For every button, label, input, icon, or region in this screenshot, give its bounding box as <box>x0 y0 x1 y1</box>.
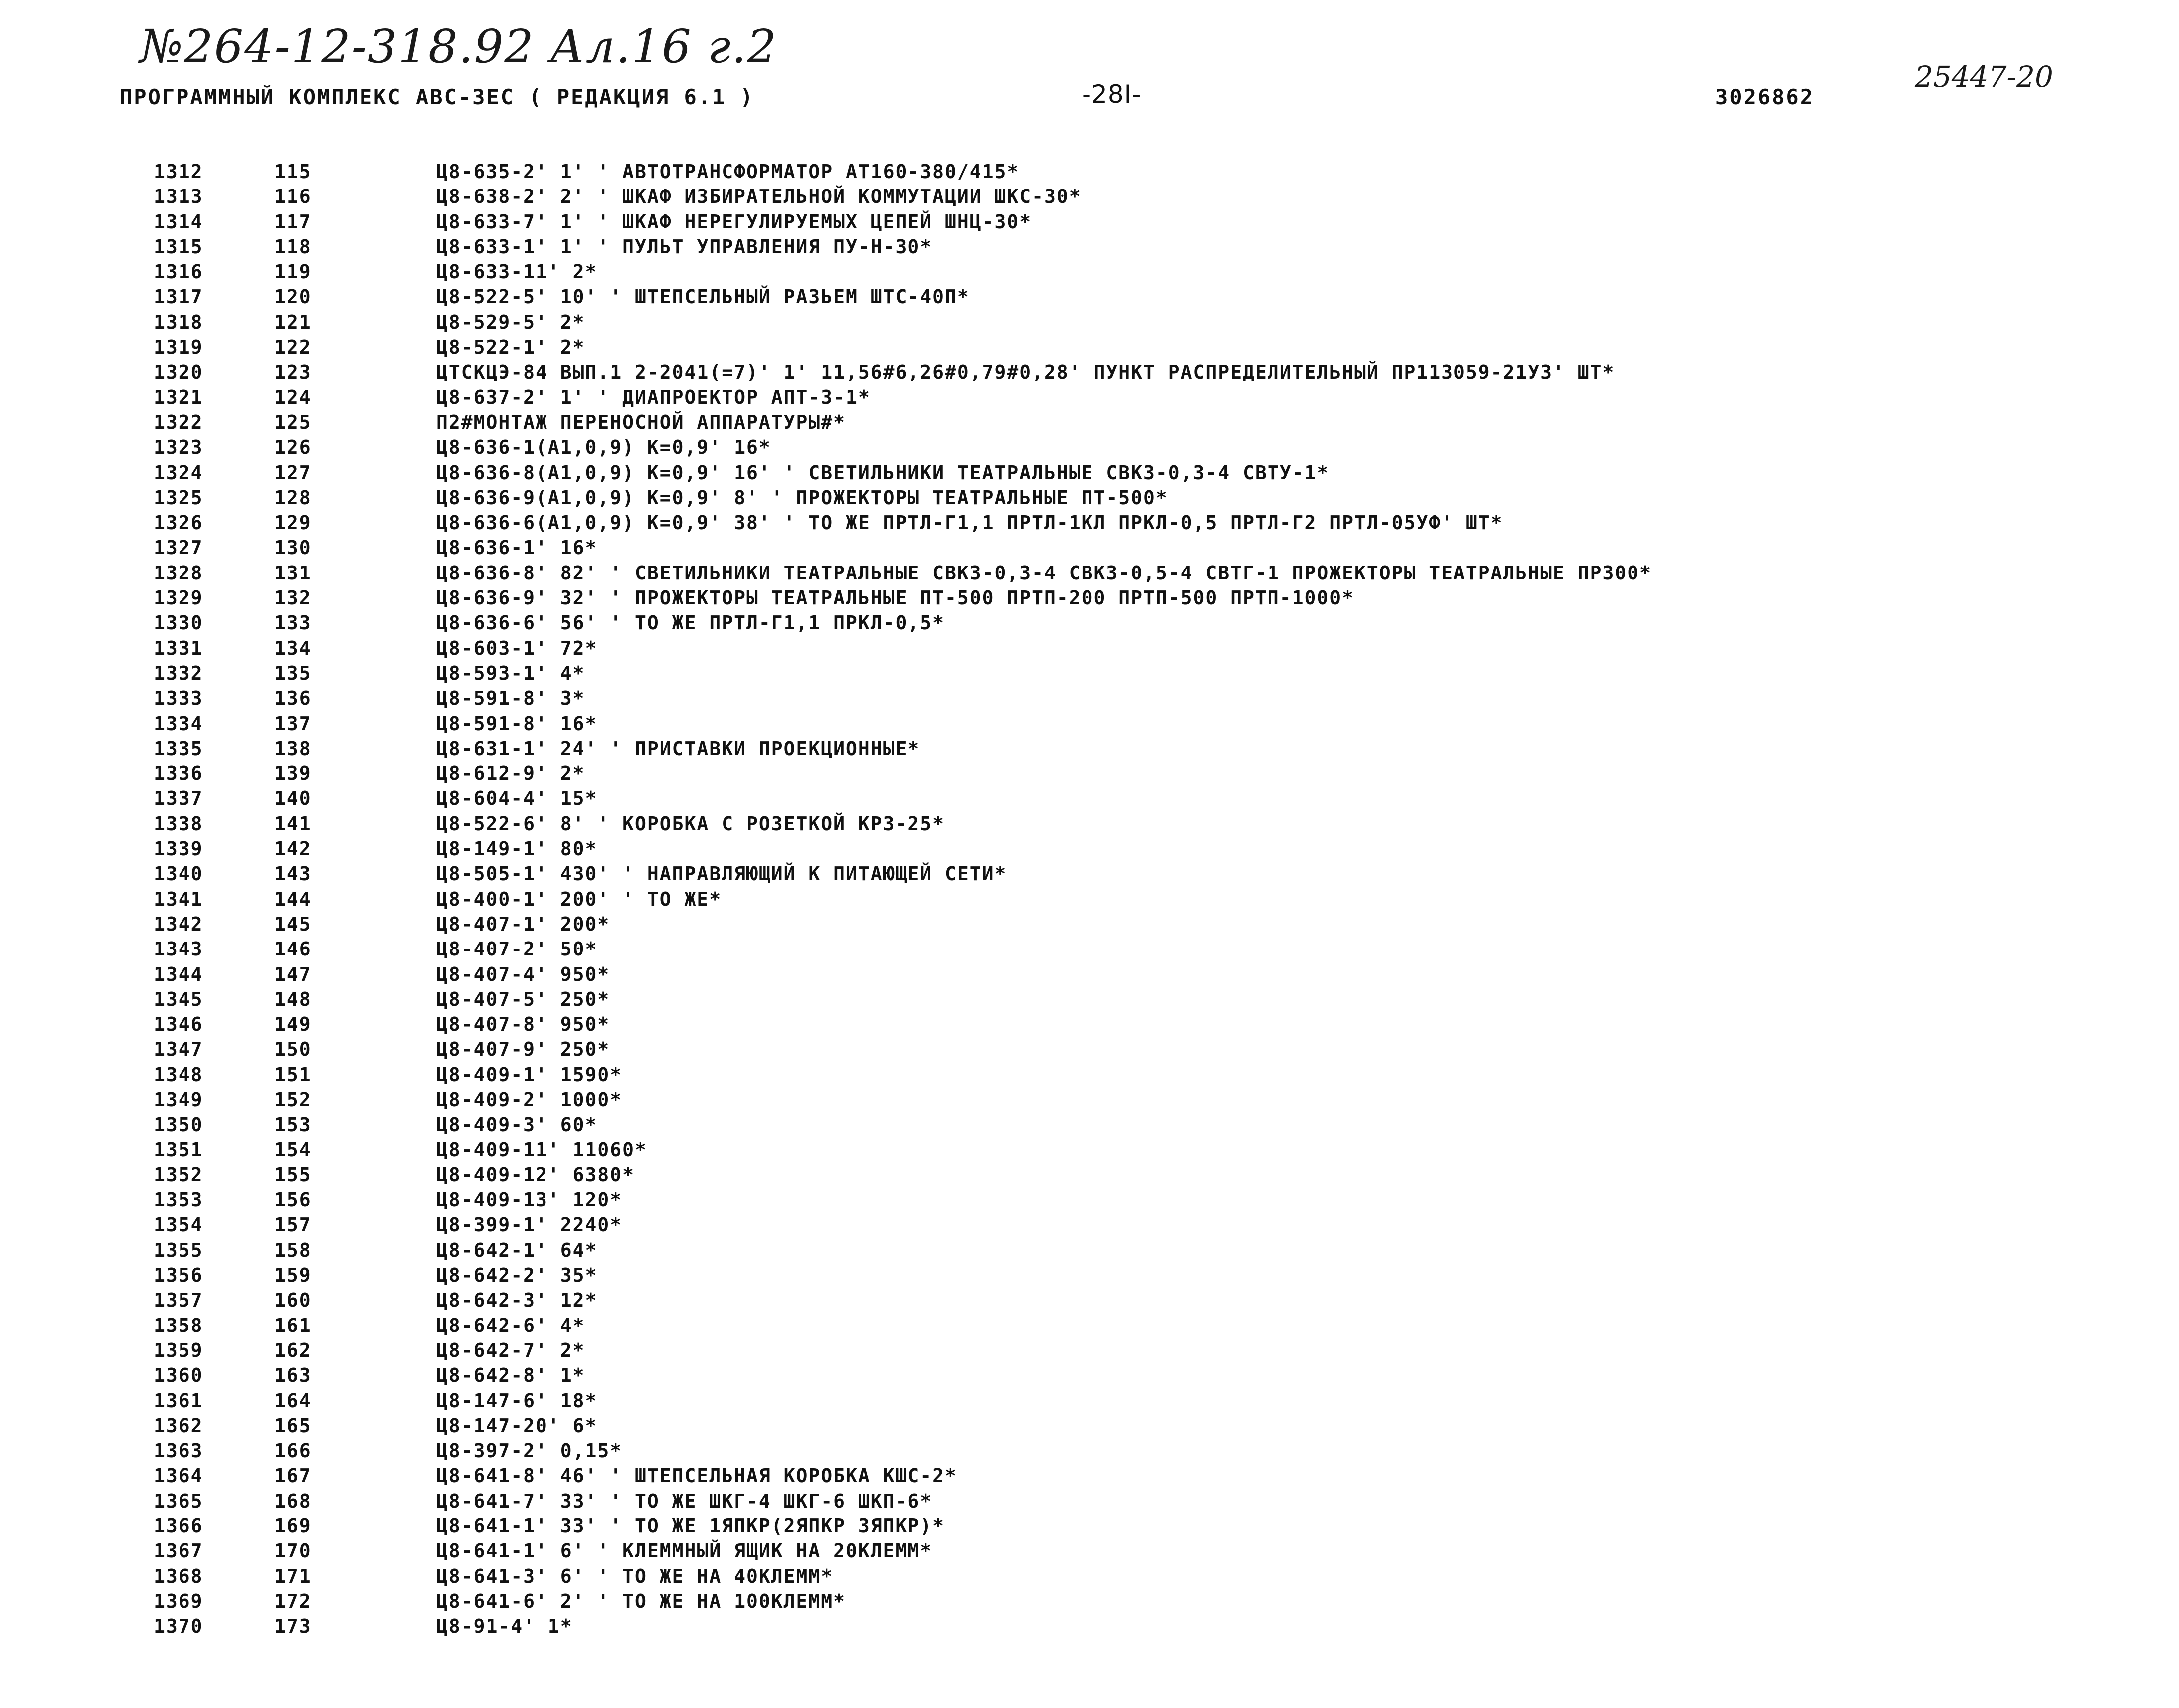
line-number: 1317 <box>154 286 203 308</box>
entry-text: Ц8-407-8' 950* <box>436 1013 610 1036</box>
entry-text: Ц8-147-6' 18* <box>436 1389 598 1412</box>
entry-text: Ц8-147-20' 6* <box>436 1414 598 1437</box>
table-row <box>0 587 2179 612</box>
position-number: 117 <box>274 210 312 233</box>
position-number: 129 <box>274 512 312 534</box>
entry-text: Ц8-399-1' 2240* <box>436 1214 623 1236</box>
position-number: 146 <box>274 938 312 960</box>
position-number: 171 <box>274 1565 312 1587</box>
position-number: 155 <box>274 1163 312 1186</box>
table-row <box>0 888 2179 913</box>
line-number: 1364 <box>154 1465 203 1487</box>
line-number: 1352 <box>154 1163 203 1186</box>
entry-text: Ц8-636-9(А1,0,9) К=0,9' 8' ' ПРОЖЕКТОРЫ ТЕАТРАЛЬНЫЕ ПТ-500* <box>436 486 1168 509</box>
page-number: -28I- <box>1082 80 1142 109</box>
table-row <box>0 1214 2179 1239</box>
table-row <box>0 1064 2179 1089</box>
entry-text: Ц8-642-1' 64* <box>436 1239 598 1261</box>
table-row <box>0 311 2179 336</box>
position-number: 143 <box>274 863 312 885</box>
table-row <box>0 1139 2179 1164</box>
line-number: 1321 <box>154 386 203 408</box>
table-row <box>0 687 2179 712</box>
entry-text: Ц8-91-4' 1* <box>436 1615 573 1638</box>
entry-text: Ц8-409-2' 1000* <box>436 1088 623 1111</box>
line-number: 1355 <box>154 1239 203 1261</box>
table-row <box>0 361 2179 386</box>
position-number: 170 <box>274 1540 312 1562</box>
entry-text: Ц8-633-1' 1' ' ПУЛЬТ УПРАВЛЕНИЯ ПУ-Н-30* <box>436 235 933 258</box>
position-number: 121 <box>274 311 312 333</box>
entry-text: Ц8-591-8' 3* <box>436 687 585 710</box>
line-number: 1353 <box>154 1189 203 1211</box>
position-number: 142 <box>274 838 312 860</box>
line-number: 1313 <box>154 186 203 208</box>
table-row <box>0 1565 2179 1590</box>
entry-text: Ц8-641-8' 46' ' ШТЕПСЕЛЬНАЯ КОРОБКА КШС-2* <box>436 1465 957 1487</box>
position-number: 116 <box>274 186 312 208</box>
position-number: 123 <box>274 361 312 383</box>
line-number: 1370 <box>154 1615 203 1638</box>
line-number: 1367 <box>154 1540 203 1562</box>
entry-text: Ц8-642-3' 12* <box>436 1289 598 1312</box>
line-number: 1316 <box>154 261 203 283</box>
entry-text: Ц8-522-5' 10' ' ШТЕПСЕЛЬНЫЙ РАЗЬЕМ ШТС-40П* <box>436 286 970 308</box>
position-number: 119 <box>274 261 312 283</box>
position-number: 151 <box>274 1063 312 1086</box>
entry-text: Ц8-612-9' 2* <box>436 762 585 785</box>
position-number: 164 <box>274 1389 312 1412</box>
position-number: 157 <box>274 1214 312 1236</box>
line-number: 1338 <box>154 812 203 835</box>
position-number: 173 <box>274 1615 312 1638</box>
entry-text: Ц8-642-8' 1* <box>436 1364 585 1387</box>
table-row <box>0 738 2179 762</box>
entry-text: Ц8-641-7' 33' ' ТО ЖЕ ШКГ-4 ШКГ-6 ШКП-6* <box>436 1490 933 1512</box>
entry-text: Ц8-636-1' 16* <box>436 537 598 559</box>
line-number: 1327 <box>154 537 203 559</box>
position-number: 126 <box>274 436 312 459</box>
table-row <box>0 838 2179 863</box>
table-row <box>0 963 2179 988</box>
entry-text: Ц8-407-4' 950* <box>436 963 610 985</box>
listing-table <box>0 161 2179 1641</box>
line-number: 1322 <box>154 411 203 433</box>
table-row <box>0 537 2179 562</box>
position-number: 149 <box>274 1013 312 1036</box>
line-number: 1331 <box>154 637 203 659</box>
line-number: 1345 <box>154 988 203 1010</box>
line-number: 1348 <box>154 1063 203 1086</box>
entry-text: Ц8-407-5' 250* <box>436 988 610 1010</box>
position-number: 153 <box>274 1114 312 1136</box>
entry-text: ЦТСКЦЭ-84 ВЫП.1 2-2041(=7)' 1' 11,56#6,26#0,79#0,28' ПУНКТ РАСПРЕДЕЛИТЕЛЬНЫЙ ПР113059-21У3' ШТ* <box>436 361 1615 383</box>
entry-text: Ц8-641-1' 33' ' ТО ЖЕ 1ЯПКР(2ЯПКР 3ЯПКР)* <box>436 1515 945 1537</box>
entry-text: Ц8-636-6' 56' ' ТО ЖЕ ПРТЛ-Г1,1 ПРКЛ-0,5* <box>436 612 945 634</box>
position-number: 162 <box>274 1339 312 1361</box>
line-number: 1314 <box>154 210 203 233</box>
position-number: 138 <box>274 737 312 759</box>
entry-text: Ц8-633-11' 2* <box>436 261 598 283</box>
entry-text: Ц8-593-1' 4* <box>436 662 585 684</box>
entry-text: Ц8-407-2' 50* <box>436 938 598 960</box>
line-number: 1340 <box>154 863 203 885</box>
table-row <box>0 938 2179 963</box>
table-row <box>0 386 2179 411</box>
line-number: 1363 <box>154 1440 203 1462</box>
program-header: ПРОГРАММНЫЙ КОМПЛЕКС АВС-3ЕС ( РЕДАКЦИЯ 6.1 ) <box>120 85 754 109</box>
position-number: 125 <box>274 411 312 433</box>
entry-text: Ц8-631-1' 24' ' ПРИСТАВКИ ПРОЕКЦИОННЫЕ* <box>436 737 920 759</box>
line-number: 1354 <box>154 1214 203 1236</box>
line-number: 1358 <box>154 1314 203 1336</box>
table-row <box>0 1415 2179 1440</box>
position-number: 135 <box>274 662 312 684</box>
document-number: 3026862 <box>1715 85 1815 109</box>
handwritten-doc-reference: №264-12-318.92 Ал.16 г.2 <box>140 20 778 73</box>
position-number: 115 <box>274 161 312 183</box>
entry-text: Ц8-149-1' 80* <box>436 838 598 860</box>
line-number: 1332 <box>154 662 203 684</box>
position-number: 141 <box>274 812 312 835</box>
position-number: 156 <box>274 1189 312 1211</box>
line-number: 1361 <box>154 1389 203 1412</box>
position-number: 124 <box>274 386 312 408</box>
position-number: 145 <box>274 913 312 935</box>
position-number: 118 <box>274 235 312 258</box>
table-row <box>0 1264 2179 1289</box>
position-number: 120 <box>274 286 312 308</box>
entry-text: Ц8-638-2' 2' ' ШКАФ ИЗБИРАТЕЛЬНОЙ КОММУТАЦИИ ШКС-30* <box>436 186 1082 208</box>
entry-text: Ц8-522-1' 2* <box>436 336 585 359</box>
position-number: 167 <box>274 1465 312 1487</box>
table-row <box>0 813 2179 838</box>
line-number: 1366 <box>154 1515 203 1537</box>
table-row <box>0 1038 2179 1063</box>
table-row <box>0 637 2179 662</box>
entry-text: Ц8-642-2' 35* <box>436 1264 598 1287</box>
table-row <box>0 487 2179 512</box>
line-number: 1344 <box>154 963 203 985</box>
entry-text: Ц8-604-4' 15* <box>436 787 598 810</box>
table-row <box>0 1440 2179 1465</box>
line-number: 1328 <box>154 562 203 584</box>
table-row <box>0 787 2179 812</box>
entry-text: Ц8-409-11' 11060* <box>436 1139 647 1161</box>
line-number: 1365 <box>154 1490 203 1512</box>
entry-text: Ц8-409-12' 6380* <box>436 1163 635 1186</box>
table-row <box>0 1013 2179 1038</box>
table-row <box>0 1189 2179 1214</box>
line-number: 1360 <box>154 1364 203 1387</box>
line-number: 1350 <box>154 1114 203 1136</box>
line-number: 1359 <box>154 1339 203 1361</box>
table-row <box>0 261 2179 286</box>
line-number: 1336 <box>154 762 203 785</box>
line-number: 1320 <box>154 361 203 383</box>
entry-text: Ц8-641-3' 6' ' ТО ЖЕ НА 40КЛЕММ* <box>436 1565 834 1587</box>
line-number: 1342 <box>154 913 203 935</box>
line-number: 1323 <box>154 436 203 459</box>
position-number: 140 <box>274 787 312 810</box>
table-row <box>0 436 2179 461</box>
entry-text: Ц8-641-6' 2' ' ТО ЖЕ НА 100КЛЕММ* <box>436 1590 846 1612</box>
position-number: 159 <box>274 1264 312 1287</box>
table-row <box>0 1465 2179 1490</box>
entry-text: Ц8-637-2' 1' ' ДИАПРОЕКТОР АПТ-3-1* <box>436 386 871 408</box>
line-number: 1356 <box>154 1264 203 1287</box>
entry-text: Ц8-636-8(А1,0,9) К=0,9' 16' ' СВЕТИЛЬНИКИ ТЕАТРАЛЬНЫЕ СВКЗ-0,3-4 СВТУ-1* <box>436 461 1330 484</box>
entry-text: Ц8-400-1' 200' ' ТО ЖЕ* <box>436 888 722 910</box>
table-row <box>0 211 2179 236</box>
table-row <box>0 1490 2179 1515</box>
line-number: 1334 <box>154 712 203 735</box>
position-number: 152 <box>274 1088 312 1111</box>
entry-text: Ц8-636-6(А1,0,9) К=0,9' 38' ' ТО ЖЕ ПРТЛ-Г1,1 ПРТЛ-1КЛ ПРКЛ-0,5 ПРТЛ-Г2 ПРТЛ-05УФ' ШТ* <box>436 512 1503 534</box>
entry-text: Ц8-641-1' 6' ' КЛЕММНЫЙ ЯЩИК НА 20КЛЕММ* <box>436 1540 933 1562</box>
position-number: 127 <box>274 461 312 484</box>
line-number: 1329 <box>154 587 203 609</box>
table-row <box>0 161 2179 186</box>
line-number: 1330 <box>154 612 203 634</box>
position-number: 137 <box>274 712 312 735</box>
line-number: 1333 <box>154 687 203 710</box>
position-number: 160 <box>274 1289 312 1312</box>
position-number: 172 <box>274 1590 312 1612</box>
position-number: 128 <box>274 486 312 509</box>
table-row <box>0 1615 2179 1640</box>
entry-text: Ц8-603-1' 72* <box>436 637 598 659</box>
line-number: 1362 <box>154 1414 203 1437</box>
position-number: 150 <box>274 1038 312 1061</box>
table-row <box>0 186 2179 210</box>
table-row <box>0 286 2179 311</box>
table-row <box>0 1289 2179 1314</box>
entry-text: Ц8-636-1(А1,0,9) К=0,9' 16* <box>436 436 771 459</box>
entry-text: Ц8-633-7' 1' ' ШКАФ НЕРЕГУЛИРУЕМЫХ ЦЕПЕЙ ШНЦ-30* <box>436 210 1032 233</box>
table-row <box>0 1590 2179 1615</box>
table-row <box>0 1089 2179 1114</box>
table-row <box>0 462 2179 487</box>
table-row <box>0 662 2179 687</box>
table-row <box>0 1114 2179 1139</box>
position-number: 130 <box>274 537 312 559</box>
position-number: 134 <box>274 637 312 659</box>
position-number: 133 <box>274 612 312 634</box>
position-number: 148 <box>274 988 312 1010</box>
position-number: 168 <box>274 1490 312 1512</box>
position-number: 122 <box>274 336 312 359</box>
line-number: 1368 <box>154 1565 203 1587</box>
table-row <box>0 988 2179 1013</box>
line-number: 1318 <box>154 311 203 333</box>
table-row <box>0 612 2179 637</box>
line-number: 1319 <box>154 336 203 359</box>
entry-text: Ц8-642-6' 4* <box>436 1314 585 1336</box>
table-row <box>0 1540 2179 1565</box>
position-number: 166 <box>274 1440 312 1462</box>
position-number: 165 <box>274 1414 312 1437</box>
position-number: 139 <box>274 762 312 785</box>
entry-text: Ц8-642-7' 2* <box>436 1339 585 1361</box>
line-number: 1337 <box>154 787 203 810</box>
table-row <box>0 1339 2179 1364</box>
entry-text: Ц8-407-9' 250* <box>436 1038 610 1061</box>
entry-text: Ц8-409-3' 60* <box>436 1114 598 1136</box>
entry-text: Ц8-522-6' 8' ' КОРОБКА С РОЗЕТКОЙ КРЗ-25* <box>436 812 945 835</box>
position-number: 161 <box>274 1314 312 1336</box>
table-row <box>0 512 2179 537</box>
position-number: 144 <box>274 888 312 910</box>
table-row <box>0 1164 2179 1189</box>
line-number: 1351 <box>154 1139 203 1161</box>
line-number: 1324 <box>154 461 203 484</box>
position-number: 154 <box>274 1139 312 1161</box>
table-row <box>0 863 2179 888</box>
entry-text: Ц8-407-1' 200* <box>436 913 610 935</box>
position-number: 132 <box>274 587 312 609</box>
position-number: 169 <box>274 1515 312 1537</box>
entry-text: Ц8-529-5' 2* <box>436 311 585 333</box>
line-number: 1315 <box>154 235 203 258</box>
table-row <box>0 1364 2179 1389</box>
table-row <box>0 913 2179 938</box>
table-row <box>0 762 2179 787</box>
entry-text: Ц8-591-8' 16* <box>436 712 598 735</box>
line-number: 1369 <box>154 1590 203 1612</box>
table-row <box>0 562 2179 587</box>
entry-text: Ц8-397-2' 0,15* <box>436 1440 623 1462</box>
entry-text: Ц8-409-1' 1590* <box>436 1063 623 1086</box>
table-row <box>0 1239 2179 1264</box>
line-number: 1357 <box>154 1289 203 1312</box>
line-number: 1312 <box>154 161 203 183</box>
line-number: 1343 <box>154 938 203 960</box>
handwritten-sheet-number: 25447-20 <box>1915 60 2053 94</box>
entry-text: Ц8-409-13' 120* <box>436 1189 623 1211</box>
line-number: 1335 <box>154 737 203 759</box>
table-row <box>0 1390 2179 1415</box>
line-number: 1339 <box>154 838 203 860</box>
entry-text: П2#МОНТАЖ ПЕРЕНОСНОЙ АППАРАТУРЫ#* <box>436 411 846 433</box>
entry-text: Ц8-505-1' 430' ' НАПРАВЛЯЮЩИЙ К ПИТАЮЩЕЙ СЕТИ* <box>436 863 1007 885</box>
table-row <box>0 1515 2179 1540</box>
table-row <box>0 713 2179 738</box>
entry-text: Ц8-635-2' 1' ' АВТОТРАНСФОРМАТОР АТ160-380/415* <box>436 161 1020 183</box>
position-number: 158 <box>274 1239 312 1261</box>
position-number: 131 <box>274 562 312 584</box>
table-row <box>0 336 2179 361</box>
line-number: 1349 <box>154 1088 203 1111</box>
table-row <box>0 1315 2179 1339</box>
table-row <box>0 236 2179 261</box>
line-number: 1347 <box>154 1038 203 1061</box>
line-number: 1326 <box>154 512 203 534</box>
line-number: 1325 <box>154 486 203 509</box>
position-number: 136 <box>274 687 312 710</box>
position-number: 147 <box>274 963 312 985</box>
entry-text: Ц8-636-9' 32' ' ПРОЖЕКТОРЫ ТЕАТРАЛЬНЫЕ ПТ-500 ПРТП-200 ПРТП-500 ПРТП-1000* <box>436 587 1354 609</box>
table-row <box>0 411 2179 436</box>
line-number: 1346 <box>154 1013 203 1036</box>
entry-text: Ц8-636-8' 82' ' СВЕТИЛЬНИКИ ТЕАТРАЛЬНЫЕ СВКЗ-0,3-4 СВКЗ-0,5-4 СВТГ-1 ПРОЖЕКТОРЫ ТЕАТРАЛЬНЫЕ ПР300* <box>436 562 1652 584</box>
position-number: 163 <box>274 1364 312 1387</box>
line-number: 1341 <box>154 888 203 910</box>
